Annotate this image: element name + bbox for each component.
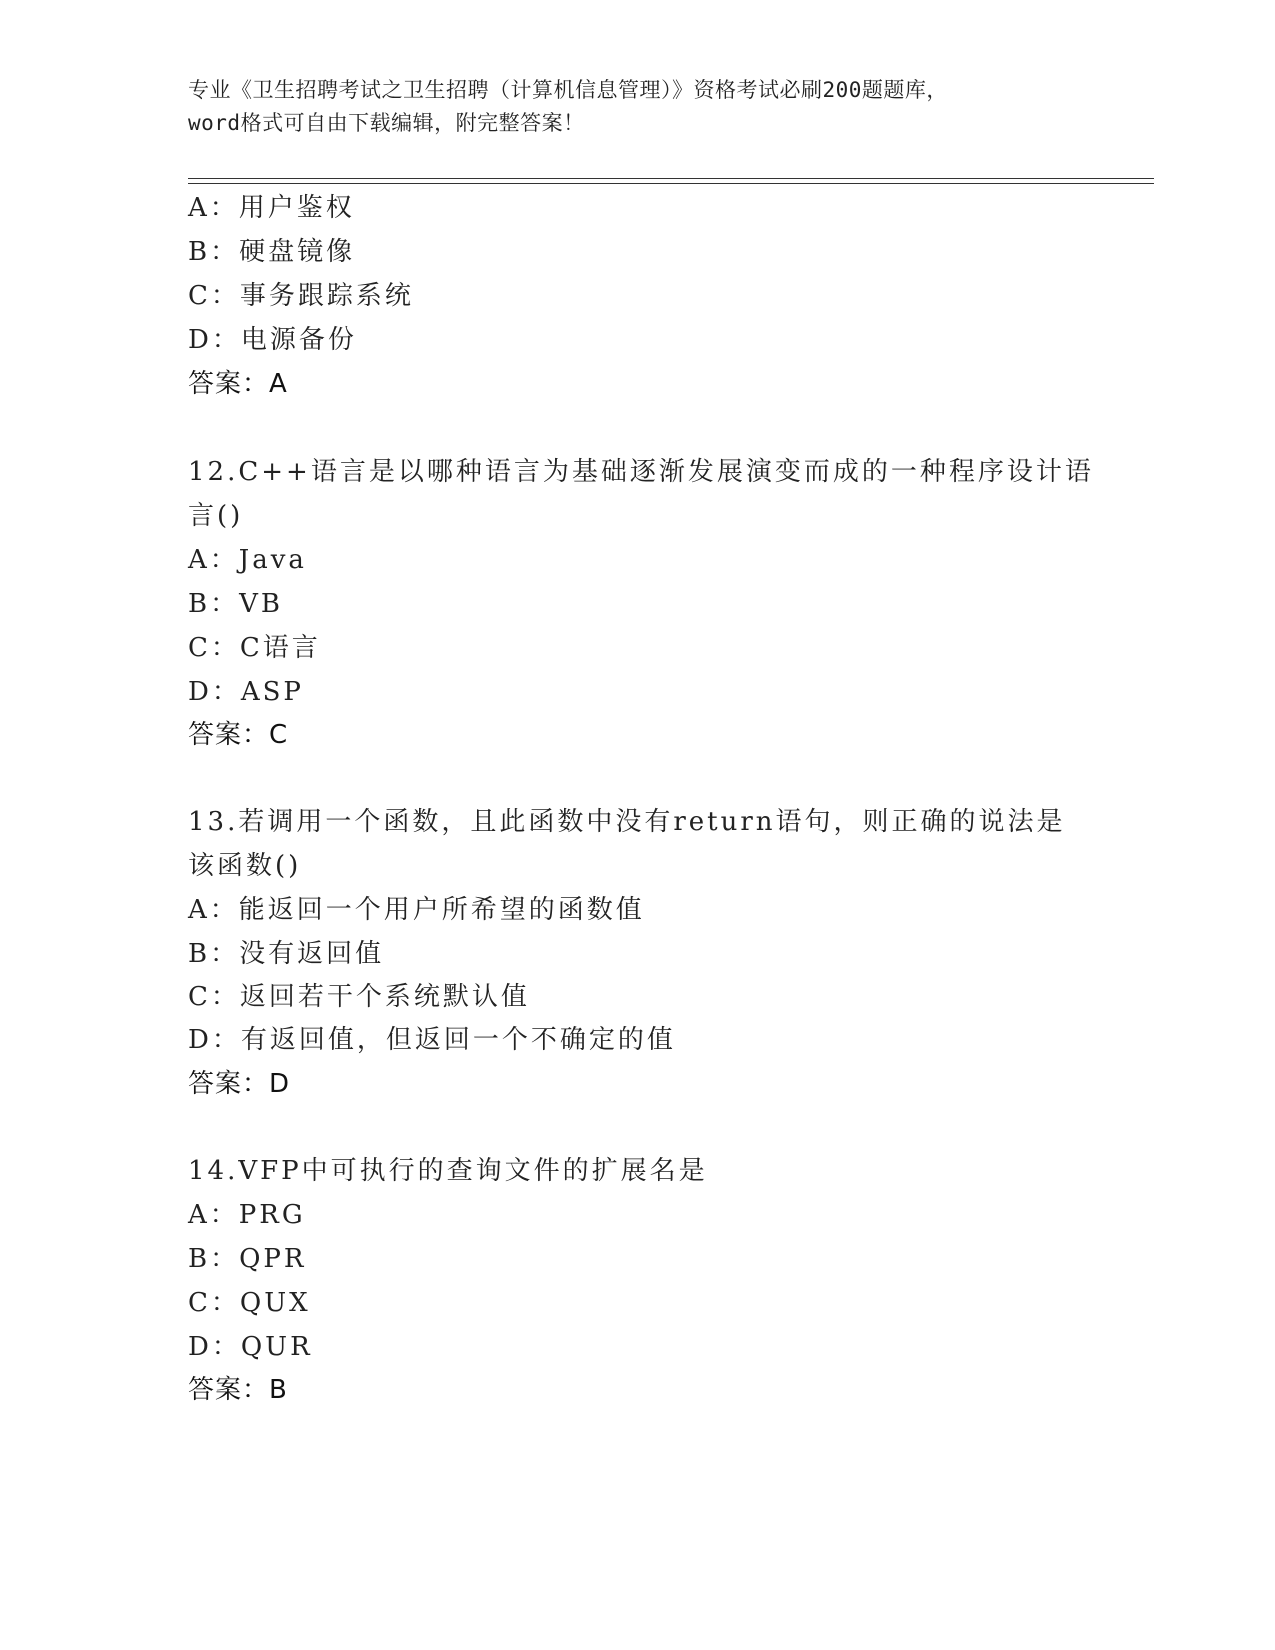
q14-option-b: B：QPR	[188, 1244, 307, 1274]
q14-option-c: C：QUX	[188, 1288, 311, 1318]
q11-option-d: D：电源备份	[188, 325, 357, 355]
q12-option-d: D：ASP	[188, 677, 304, 707]
q13-option-c: C：返回若干个系统默认值	[188, 982, 530, 1012]
q11-answer: 答案：A	[188, 369, 288, 399]
document-header	[188, 74, 1088, 140]
q11-option-c: C：事务跟踪系统	[188, 281, 414, 311]
q13-answer: 答案：D	[188, 1069, 291, 1099]
q14-option-d: D：QUR	[188, 1332, 313, 1362]
q13-option-d: D：有返回值，但返回一个不确定的值	[188, 1025, 676, 1055]
q13-question-line-1: 13.若调用一个函数，且此函数中没有return语句，则正确的说法是	[188, 807, 1066, 837]
header-title-line-1: 专业《卫生招聘考试之卫生招聘（计算机信息管理）》资格考试必刷200题题库，	[188, 78, 948, 102]
q12-question-line-1: 12.C++语言是以哪种语言为基础逐渐发展演变而成的一种程序设计语	[188, 457, 1094, 487]
q12-question-line-2: 言()	[188, 501, 244, 531]
q11-option-a: A：用户鉴权	[188, 193, 355, 223]
header-divider-top	[188, 178, 1154, 179]
q13-question-line-2: 该函数()	[188, 851, 302, 881]
q13-option-a: A：能返回一个用户所希望的函数值	[188, 895, 645, 925]
q12-option-c: C：C语言	[188, 633, 321, 663]
q14-question-line-1: 14.VFP中可执行的查询文件的扩展名是	[188, 1156, 708, 1186]
q12-answer: 答案：C	[188, 720, 289, 750]
q12-option-a: A：Java	[188, 545, 307, 575]
q14-option-a: A：PRG	[188, 1200, 306, 1230]
q12-option-b: B：VB	[188, 589, 283, 619]
q11-option-b: B：硬盘镜像	[188, 237, 356, 267]
q13-option-b: B：没有返回值	[188, 939, 385, 969]
header-divider-bottom	[188, 183, 1154, 184]
q14-answer: 答案：B	[188, 1375, 288, 1405]
header-title-line-2: word格式可自由下载编辑，附完整答案！	[188, 111, 585, 135]
